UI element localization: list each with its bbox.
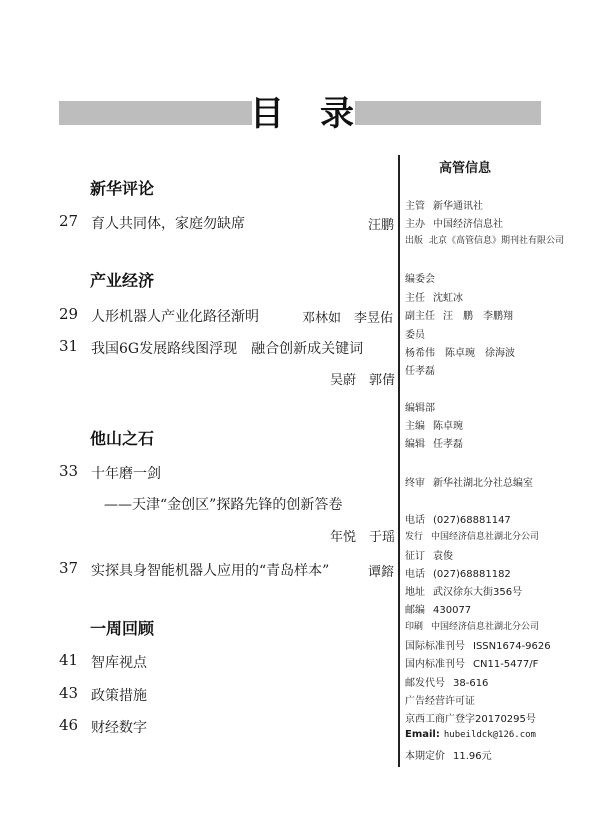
masthead-value: 11.96元 bbox=[453, 751, 492, 762]
masthead-value: 新华通讯社 bbox=[433, 201, 483, 212]
toc-entry-author: 吴蔚 郭倩 bbox=[330, 373, 396, 388]
masthead-row bbox=[405, 710, 536, 725]
toc-entry-title: 十年磨一剑 bbox=[91, 466, 161, 482]
masthead-row bbox=[405, 233, 564, 246]
toc-entry-author: 谭鎔 bbox=[368, 565, 395, 580]
masthead-value: 任孝磊 bbox=[405, 366, 435, 377]
section-heading-other-mountains: 他山之石 bbox=[90, 429, 155, 448]
toc-page-number: 29 bbox=[59, 305, 79, 323]
toc-page-number: 37 bbox=[59, 559, 79, 577]
masthead-label: 主编 bbox=[405, 421, 425, 432]
toc-entry-title: 人形机器人产业化路径渐明 bbox=[91, 309, 259, 325]
masthead-value: 沈虹冰 bbox=[433, 293, 463, 304]
section-heading-xinhua-review: 新华评论 bbox=[90, 179, 155, 198]
masthead-value: 中国经济信息社湖北分公司 bbox=[431, 622, 540, 632]
toc-page-number: 43 bbox=[59, 684, 79, 702]
toc-entry-author: 年悦 于瑶 bbox=[330, 530, 396, 545]
masthead-label: 邮发代号 bbox=[405, 678, 445, 689]
masthead-row bbox=[405, 583, 522, 598]
section-heading-weekly-review: 一周回顾 bbox=[90, 619, 155, 638]
masthead-value: 中国经济信息社湖北分公司 bbox=[431, 532, 540, 542]
masthead-label: 主办 bbox=[405, 219, 425, 230]
masthead-value: ISSN1674-9626 bbox=[473, 641, 551, 652]
masthead-value: 新华社湖北分社总编室 bbox=[433, 478, 533, 489]
masthead-label: 地址 bbox=[405, 587, 425, 598]
masthead-row bbox=[405, 362, 435, 377]
masthead-label: 副主任 bbox=[405, 311, 435, 322]
masthead-label: 出版 bbox=[405, 236, 424, 246]
masthead-label: 编辑部 bbox=[405, 403, 435, 414]
toc-page-number: 46 bbox=[59, 716, 79, 734]
masthead-row bbox=[405, 289, 463, 304]
toc-entry-author: 汪鹏 bbox=[368, 218, 395, 233]
toc-page-number: 41 bbox=[59, 651, 79, 669]
masthead-row bbox=[405, 435, 463, 450]
masthead-label: 编辑 bbox=[405, 439, 425, 450]
masthead-label: 发行 bbox=[405, 532, 424, 542]
masthead-value: (027)68881182 bbox=[433, 569, 511, 580]
toc-entry-title: 政策措施 bbox=[91, 688, 147, 704]
toc-entry-title: 育人共同体，家庭勿缺席 bbox=[91, 216, 245, 232]
header-band-left bbox=[59, 101, 252, 125]
masthead-value: 袁俊 bbox=[433, 551, 453, 562]
masthead-row bbox=[405, 619, 539, 632]
masthead-value: 38-616 bbox=[453, 678, 489, 689]
toc-entry-author: 邓林如 李昱佑 bbox=[302, 311, 394, 326]
masthead-row bbox=[405, 326, 425, 341]
masthead-row bbox=[405, 417, 463, 432]
masthead-label: 编委会 bbox=[405, 274, 435, 285]
masthead-row bbox=[405, 547, 453, 562]
masthead-label: 终审 bbox=[405, 478, 425, 489]
masthead-label: 印刷 bbox=[405, 622, 424, 632]
masthead-row bbox=[405, 215, 503, 230]
masthead-value: 汪 鹏 李鹏翔 bbox=[443, 311, 513, 322]
masthead-row bbox=[405, 729, 536, 740]
masthead-label: 主管 bbox=[405, 201, 425, 212]
masthead-row bbox=[405, 674, 488, 689]
masthead-label: 委员 bbox=[405, 330, 425, 341]
masthead-row bbox=[405, 655, 538, 670]
masthead-value: (027)68881147 bbox=[433, 515, 511, 526]
toc-entry-title: 实探具身智能机器人应用的“青岛样本” bbox=[91, 563, 330, 579]
masthead-value: 中国经济信息社 bbox=[433, 219, 503, 230]
masthead-row bbox=[405, 601, 471, 616]
masthead-row bbox=[405, 270, 435, 285]
masthead-label: 本期定价 bbox=[405, 751, 445, 762]
title-char-2: 录 bbox=[320, 93, 354, 134]
sidebar-title: 高管信息 bbox=[438, 161, 491, 176]
toc-entry-title: 我国6G发展路线图浮现 融合创新成关键词 bbox=[91, 341, 364, 357]
masthead-label: 广告经营许可证 bbox=[405, 696, 475, 707]
masthead-label: 主任 bbox=[405, 293, 425, 304]
toc-entry-title: 财经数字 bbox=[91, 720, 147, 736]
masthead-label: Email: bbox=[405, 729, 440, 740]
masthead-row bbox=[405, 474, 533, 489]
toc-page-number: 27 bbox=[59, 212, 79, 230]
section-heading-industry-economy: 产业经济 bbox=[90, 271, 155, 290]
masthead-value: CN11-5477/F bbox=[473, 659, 539, 670]
toc-entry-title: 智库视点 bbox=[91, 655, 147, 671]
masthead-row bbox=[405, 529, 539, 542]
masthead-row bbox=[405, 399, 435, 414]
toc-entry-subtitle: ——天津“金创区”探路先锋的创新答卷 bbox=[104, 497, 343, 513]
masthead-row bbox=[405, 307, 513, 322]
column-divider bbox=[398, 155, 400, 767]
masthead-value: 430077 bbox=[433, 605, 472, 616]
masthead-value: 武汉徐东大街356号 bbox=[433, 587, 523, 598]
masthead-row bbox=[405, 692, 475, 707]
masthead-value: 杨希伟 陈卓琬 徐海波 bbox=[405, 348, 515, 359]
toc-page-number: 31 bbox=[59, 337, 79, 355]
masthead-row bbox=[405, 637, 551, 652]
title-char-1: 目 bbox=[250, 93, 284, 134]
masthead-label: 国内标准刊号 bbox=[405, 659, 465, 670]
masthead-value: 北京《高管信息》期刊社有限公司 bbox=[429, 236, 565, 246]
masthead-row bbox=[405, 747, 492, 762]
masthead-row bbox=[405, 565, 511, 580]
masthead-row bbox=[405, 197, 483, 212]
masthead-row bbox=[405, 344, 515, 359]
masthead-label: 电话 bbox=[405, 569, 425, 580]
header-band-right bbox=[355, 101, 541, 125]
masthead-label: 电话 bbox=[405, 515, 425, 526]
masthead-value: 京西工商广登字20170295号 bbox=[405, 714, 536, 725]
masthead-row bbox=[405, 511, 511, 526]
masthead-value: 任孝磊 bbox=[433, 439, 463, 450]
masthead-value: 陈卓琬 bbox=[433, 421, 463, 432]
masthead-label: 征订 bbox=[405, 551, 425, 562]
masthead-label: 国际标准刊号 bbox=[405, 641, 465, 652]
toc-page-number: 33 bbox=[59, 462, 79, 480]
email-value: hubeildck@126.com bbox=[443, 730, 536, 740]
masthead-label: 邮编 bbox=[405, 605, 425, 616]
page-title bbox=[250, 88, 354, 132]
